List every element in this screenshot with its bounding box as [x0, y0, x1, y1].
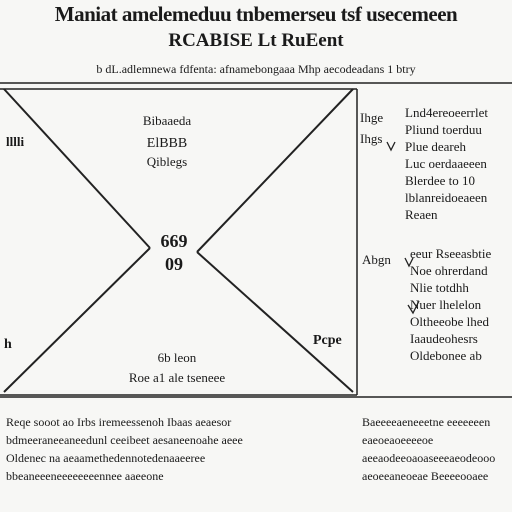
right-mid-item: Oltheeobe lhed — [410, 314, 490, 329]
right-upper-item: Pliund toerduu — [405, 122, 482, 137]
right-upper-left-line: Ihgs — [360, 131, 383, 146]
right-mid-item: eeur Rseeasbtie — [410, 246, 492, 261]
footer-right-line: aeeaodeeoaoaseeeaeodeooo — [362, 451, 496, 465]
center-bottom-block — [92, 349, 262, 387]
footer-left-line: bdmeeraneeaneedunl ceeibeet aesaneenoahe aeee — [6, 433, 243, 447]
center-top-block — [112, 112, 222, 171]
left-top-label: lllli — [6, 134, 25, 149]
right-upper-list — [405, 104, 488, 223]
center-bottom-line: Roe a1 ale tseneee — [128, 370, 226, 385]
arrow-icon — [387, 142, 395, 150]
right-upper-item: Lnd4ereoeerrlet — [405, 105, 489, 120]
center-top-line: Bibaaeda — [142, 113, 192, 128]
right-upper-left — [360, 107, 383, 149]
right-upper-item: Reaen — [405, 207, 438, 222]
right-mid-item: Oldebonee ab — [410, 348, 482, 363]
footer-right — [362, 413, 508, 485]
right-upper-left-line: Ihge — [360, 110, 384, 125]
subtitle: b dL.adlemnewa fdfenta: afnamebongaaa Mhp aecodeadans 1 btry — [96, 62, 416, 76]
footer-left — [6, 413, 336, 485]
footer-right-line: Baeeeeaeneeetne eeeeeeen — [362, 415, 491, 429]
right-mid-list — [410, 245, 491, 364]
title-line-1: Maniat amelemeduu tnbemerseu tsf usecemeen — [54, 2, 458, 26]
footer-left-line: Oldenec na aeaamethedennotedenaaeeree — [6, 451, 206, 465]
right-mid-item: Noe ohrerdand — [410, 263, 488, 278]
center-top-line: ElBBB — [146, 136, 188, 151]
footer-left-line: Reqe sooot ao Irbs iremeessenoh Ibaas aeaesor — [6, 415, 232, 429]
right-upper-item: Plue deareh — [405, 139, 467, 154]
footer-left-line: bbeaneeeneeeeeeeennee aaeeone — [6, 469, 164, 483]
center-mid-block — [146, 232, 202, 273]
center-top-line: Qiblegs — [146, 154, 188, 169]
center-bottom-line: 6b leon — [157, 350, 197, 365]
right-mid-item: Nuer lhelelon — [410, 297, 482, 312]
left-bottom-label: h — [4, 337, 12, 352]
right-upper-item: lblanreidoeaeen — [405, 190, 488, 205]
center-mid-line: 09 — [165, 254, 183, 274]
footer-right-line: eaeoeaoeeeeoe — [362, 433, 434, 447]
title-line-2: RCABISE Lt RuEent — [168, 30, 344, 51]
right-mid-item: Iaaudeohesrs — [410, 331, 478, 346]
right-corner-label: Pcpe — [313, 333, 342, 348]
footer-right-line: aeoeeaneoeae Beeeeooaee — [362, 469, 489, 483]
right-upper-item: Luc oerdaaeeen — [405, 156, 487, 171]
right-mid-left: Abgn — [362, 252, 391, 267]
center-mid-line: 669 — [160, 231, 188, 251]
right-mid-item: Nlie totdhh — [410, 280, 469, 295]
right-upper-item: Blerdee to 10 — [405, 173, 476, 188]
